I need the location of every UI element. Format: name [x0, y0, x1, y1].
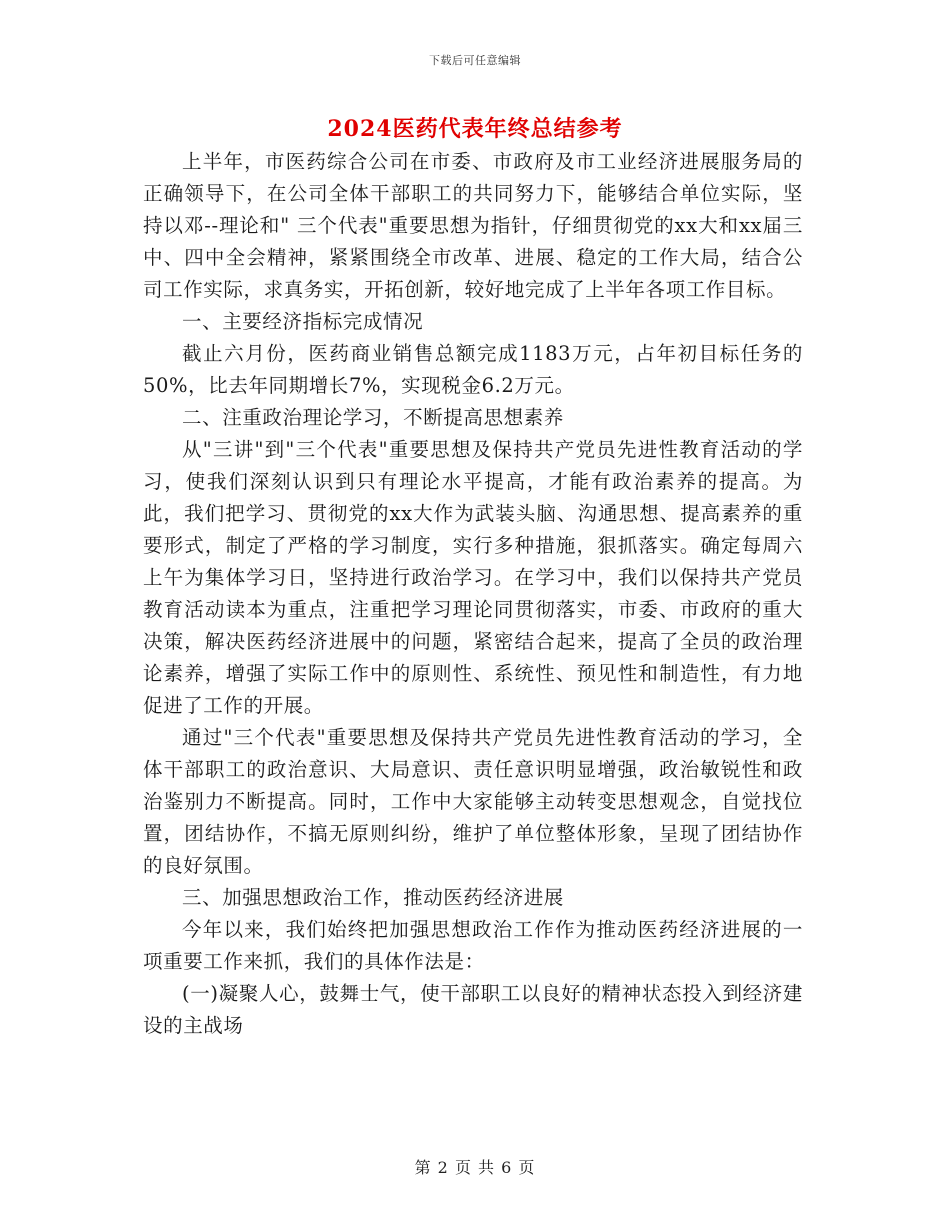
sub-heading: (一)凝聚人心，鼓舞士气，使干部职工以良好的精神状态投入到经济建设的主战场: [143, 982, 803, 1037]
paragraph: 截止六月份，医药商业销售总额完成1183万元，占年初目标任务的50%，比去年同期增长7%，实现税金6.2万元。: [143, 342, 803, 397]
document-body: [143, 146, 803, 1042]
paragraph: 从"三讲"到"三个代表"重要思想及保持共产党员先进性教育活动的学习，使我们深刻认识到只有理论水平提高，才能有政治素养的提高。为此，我们把学习、贯彻党的xx大作为武装头脑、沟通思想、提高素养的重要形式，制定了严格的学习制度，实行多种措施，狠抓落实。确定每周六上午为集体学习日，坚持进行政治学习。在学习中，我们以保持共产党员教育活动读本为重点，注重把学习理论同贯彻落实，市委、市政府的重大决策，解决医药经济进展中的问题，紧密结合起来，提高了全员的政治理论素养，增强了实际工作中的原则性、系统性、预见性和制造性，有力地促进了工作的开展。: [143, 438, 803, 717]
page-number: 第 2 页 共 6 页: [414, 1158, 536, 1177]
document-title: 2024医药代表年终总结参考: [327, 116, 623, 142]
section-heading: 三、加强思想政治工作，推动医药经济进展: [182, 886, 564, 909]
paragraph: 上半年，市医药综合公司在市委、市政府及市工业经济进展服务局的正确领导下，在公司全体干部职工的共同努力下，能够结合单位实际，坚持以邓--理论和" 三个代表"重要思想为指针，仔细贯彻党的xx大和xx届三中、四中全会精神，紧紧围绕全市改革、进展、稳定的工作大局，结合公司工作实际，求真务实，开拓创新，较好地完成了上半年各项工作目标。: [143, 150, 803, 301]
paragraph: 今年以来，我们始终把加强思想政治工作作为推动医药经济进展的一项重要工作来抓，我们的具体作法是：: [143, 918, 803, 973]
section-heading: 二、注重政治理论学习，不断提高思想素养: [182, 406, 564, 429]
paragraph: 通过"三个代表"重要思想及保持共产党员先进性教育活动的学习，全体干部职工的政治意识、大局意识、责任意识明显增强，政治敏锐性和政治鉴别力不断提高。同时，工作中大家能够主动转变思想观念，自觉找位置，团结协作，不搞无原则纠纷，维护了单位整体形象，呈现了团结协作的良好氛围。: [143, 726, 803, 877]
header-note: 下载后可任意编辑: [429, 54, 521, 67]
section-heading: 一、主要经济指标完成情况: [182, 310, 424, 333]
